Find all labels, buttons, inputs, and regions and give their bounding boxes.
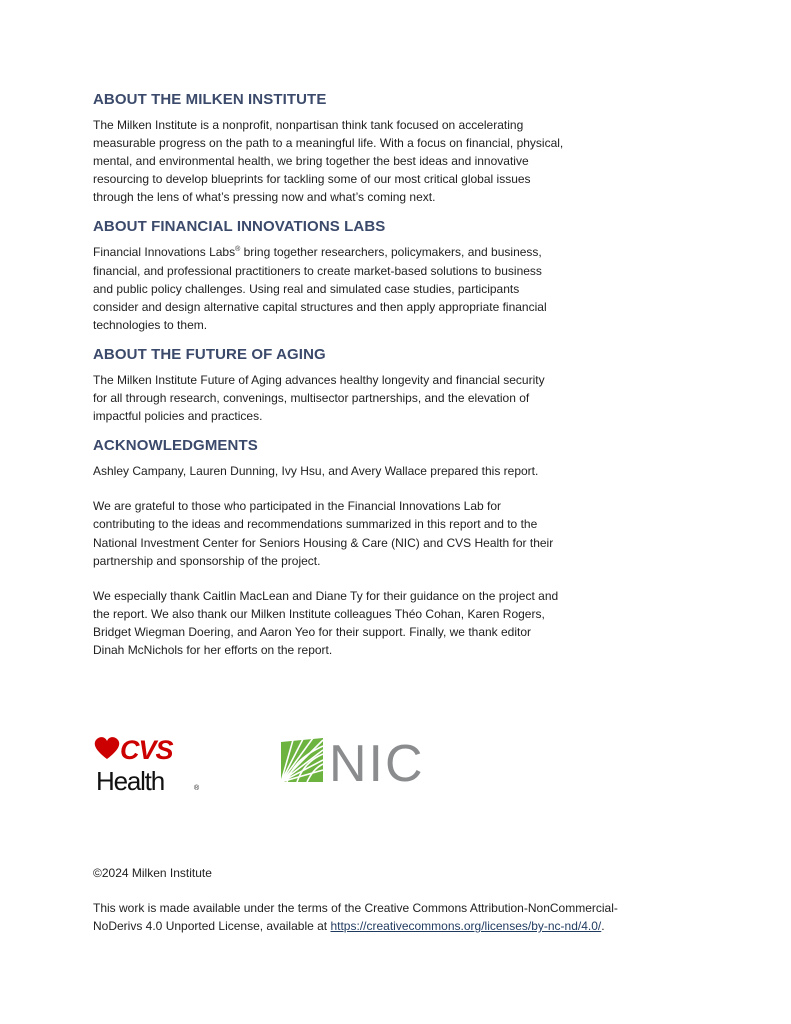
text-line: contributing to the ideas and recommendations summarized in this report and to the [93, 517, 538, 532]
text-line: resourcing to develop blueprints for tackling some of our most critical global issues [93, 172, 531, 187]
text-line: the report. We also thank our Milken Institute colleagues Théo Cohan, Karen Rogers, [93, 606, 545, 621]
ack-paragraph-authors: Ashley Campany, Lauren Dunning, Ivy Hsu, and Avery Wallace prepared this report. [93, 464, 539, 479]
heading-about-milken: ABOUT THE MILKEN INSTITUTE [93, 91, 327, 108]
text-line: The Milken Institute Future of Aging advances healthy longevity and financial security [93, 372, 545, 387]
section-acknowledgments [93, 436, 613, 659]
section-about-labs [93, 217, 613, 333]
text-line: National Investment Center for Seniors Housing & Care (NIC) and CVS Health for their [93, 535, 554, 550]
future-of-aging-text [93, 371, 613, 425]
text-line: Dinah McNichols for her efforts on the report. [93, 642, 333, 657]
heading-future-of-aging: ABOUT THE FUTURE OF AGING [93, 345, 326, 363]
nic-logo-text: NIC [329, 738, 425, 784]
about-labs-text [93, 243, 613, 333]
nic-grid-icon [281, 738, 323, 782]
license-line: This work is made available under the terms of the Creative Commons Attribution-NonCommercial- [93, 901, 618, 915]
copyright-text: ©2024 Milken Institute [93, 866, 212, 880]
license-line: NoDerivs 4.0 Unported License, available at [93, 919, 331, 933]
cvs-logo-text: CVS [120, 735, 173, 765]
text-line: We especially thank Caitlin MacLean and Diane Ty for their guidance on the project and [93, 588, 559, 603]
text-line: technologies to them. [93, 317, 208, 332]
footer [93, 864, 693, 935]
text-line: and public policy challenges. Using real and simulated case studies, participants [93, 281, 520, 296]
text-line: mental, and environmental health, we bring together the best ideas and innovative [93, 154, 529, 169]
text-line: consider and design alternative capital structures and then apply appropriate financial [93, 299, 547, 314]
heart-icon [95, 737, 119, 759]
ack-paragraph-gratitude [93, 497, 613, 569]
section-about-milken [93, 90, 613, 206]
heading-about-labs: ABOUT FINANCIAL INNOVATIONS LABS [93, 218, 386, 236]
text-line: The Milken Institute is a nonprofit, nonpartisan think tank focused on accelerating [93, 118, 524, 132]
document-body [93, 90, 613, 670]
text-line: impactful policies and practices. [93, 409, 263, 424]
ack-paragraph-thanks [93, 587, 613, 659]
heading-acknowledgments: ACKNOWLEDGMENTS [93, 437, 258, 455]
sponsor-logos [93, 735, 493, 795]
text-line: through the lens of what’s pressing now and what’s coming next. [93, 190, 436, 205]
text-line: partnership and sponsorship of the project. [93, 553, 321, 568]
registered-mark: ® [235, 246, 241, 254]
about-milken-text [93, 116, 613, 206]
text-line: measurable progress on the path to a meaningful life. With a focus on financial, physical, [93, 136, 564, 151]
license-text [93, 899, 693, 935]
text-line: financial, and professional practitioners to create market-based solutions to business [93, 263, 542, 278]
license-link[interactable]: https://creativecommons.org/licenses/by-nc-nd/4.0/ [330, 919, 602, 933]
text-line: Financial Innovations Labs [93, 245, 236, 260]
license-end: . [601, 919, 605, 933]
nic-logo [281, 738, 433, 784]
section-future-of-aging [93, 345, 613, 425]
text-line: Bridget Wiegman Doering, and Aaron Yeo for their support. Finally, we thank editor [93, 624, 532, 639]
text-line: for all through research, convenings, multisector partnerships, and the elevation of [93, 391, 530, 406]
health-logo-text: Health [96, 766, 164, 795]
text-line: We are grateful to those who participated in the Financial Innovations Lab for [93, 499, 502, 514]
text-line: bring together researchers, policymakers, and business, [240, 245, 542, 260]
cvs-registered-mark: ® [194, 785, 200, 792]
cvs-health-logo [93, 735, 205, 795]
